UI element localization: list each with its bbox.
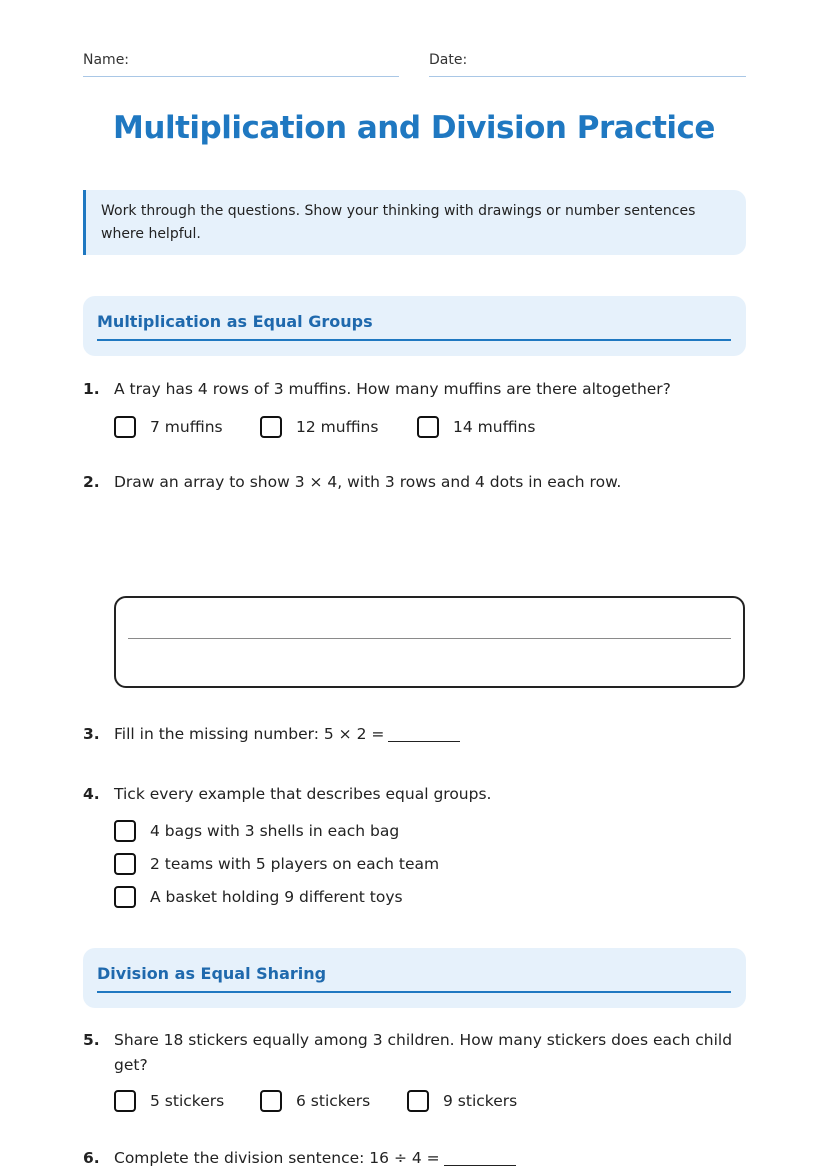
option-label: 4 bags with 3 shells in each bag [150,822,400,840]
question-text-wrap [114,722,734,747]
option-label: 5 stickers [150,1092,225,1110]
answer-line [128,638,731,639]
option-label: 12 muffins [296,418,379,436]
name-label: Name: [83,52,130,68]
instructions-callout [83,190,746,255]
answer-box[interactable] [114,596,745,688]
option-label: A basket holding 9 different toys [150,888,403,906]
question-number: 2. [83,473,100,491]
section-heading: Multiplication as Equal Groups [97,312,731,341]
page-title: Multiplication and Division Practice [113,110,715,146]
question-number: 5. [83,1031,100,1049]
option-label: 6 stickers [296,1092,371,1110]
date-label: Date: [429,52,468,68]
question-number: 1. [83,380,100,398]
question-number: 6. [83,1149,100,1167]
option-label: 14 muffins [453,418,536,436]
question-number: 3. [83,725,100,743]
checkbox[interactable] [114,853,136,875]
section-multiplication [83,296,746,356]
answer-blank[interactable] [388,725,460,742]
option-label: 7 muffins [150,418,223,436]
question-text: Share 18 stickers equally among 3 children. How many stickers does each child get? [114,1031,733,1074]
name-field[interactable] [83,52,399,77]
checkbox[interactable] [114,416,136,438]
option-label: 2 teams with 5 players on each team [150,855,440,873]
checkbox[interactable] [407,1090,429,1112]
question-text: Complete the division sentence: 16 ÷ 4 = [114,1149,440,1167]
question-number: 4. [83,785,100,803]
checkbox[interactable] [417,416,439,438]
header-fields [83,52,746,78]
date-field[interactable] [429,52,746,77]
answer-blank[interactable] [444,1149,516,1166]
section-division [83,948,746,1008]
question-text-wrap [114,1146,734,1171]
checkbox[interactable] [260,1090,282,1112]
checkbox[interactable] [114,820,136,842]
option-label: 9 stickers [443,1092,518,1110]
checkbox[interactable] [114,1090,136,1112]
question-text: A tray has 4 rows of 3 muffins. How many muffins are there altogether? [114,380,671,398]
question-text: Draw an array to show 3 × 4, with 3 rows and 4 dots in each row. [114,473,622,491]
instructions-text: Work through the questions. Show your thinking with drawings or number sentences where helpful. [101,203,696,242]
question-text: Fill in the missing number: 5 × 2 = [114,725,385,743]
question-text: Tick every example that describes equal groups. [114,785,492,803]
section-heading: Division as Equal Sharing [97,964,731,993]
checkbox[interactable] [114,886,136,908]
checkbox[interactable] [260,416,282,438]
